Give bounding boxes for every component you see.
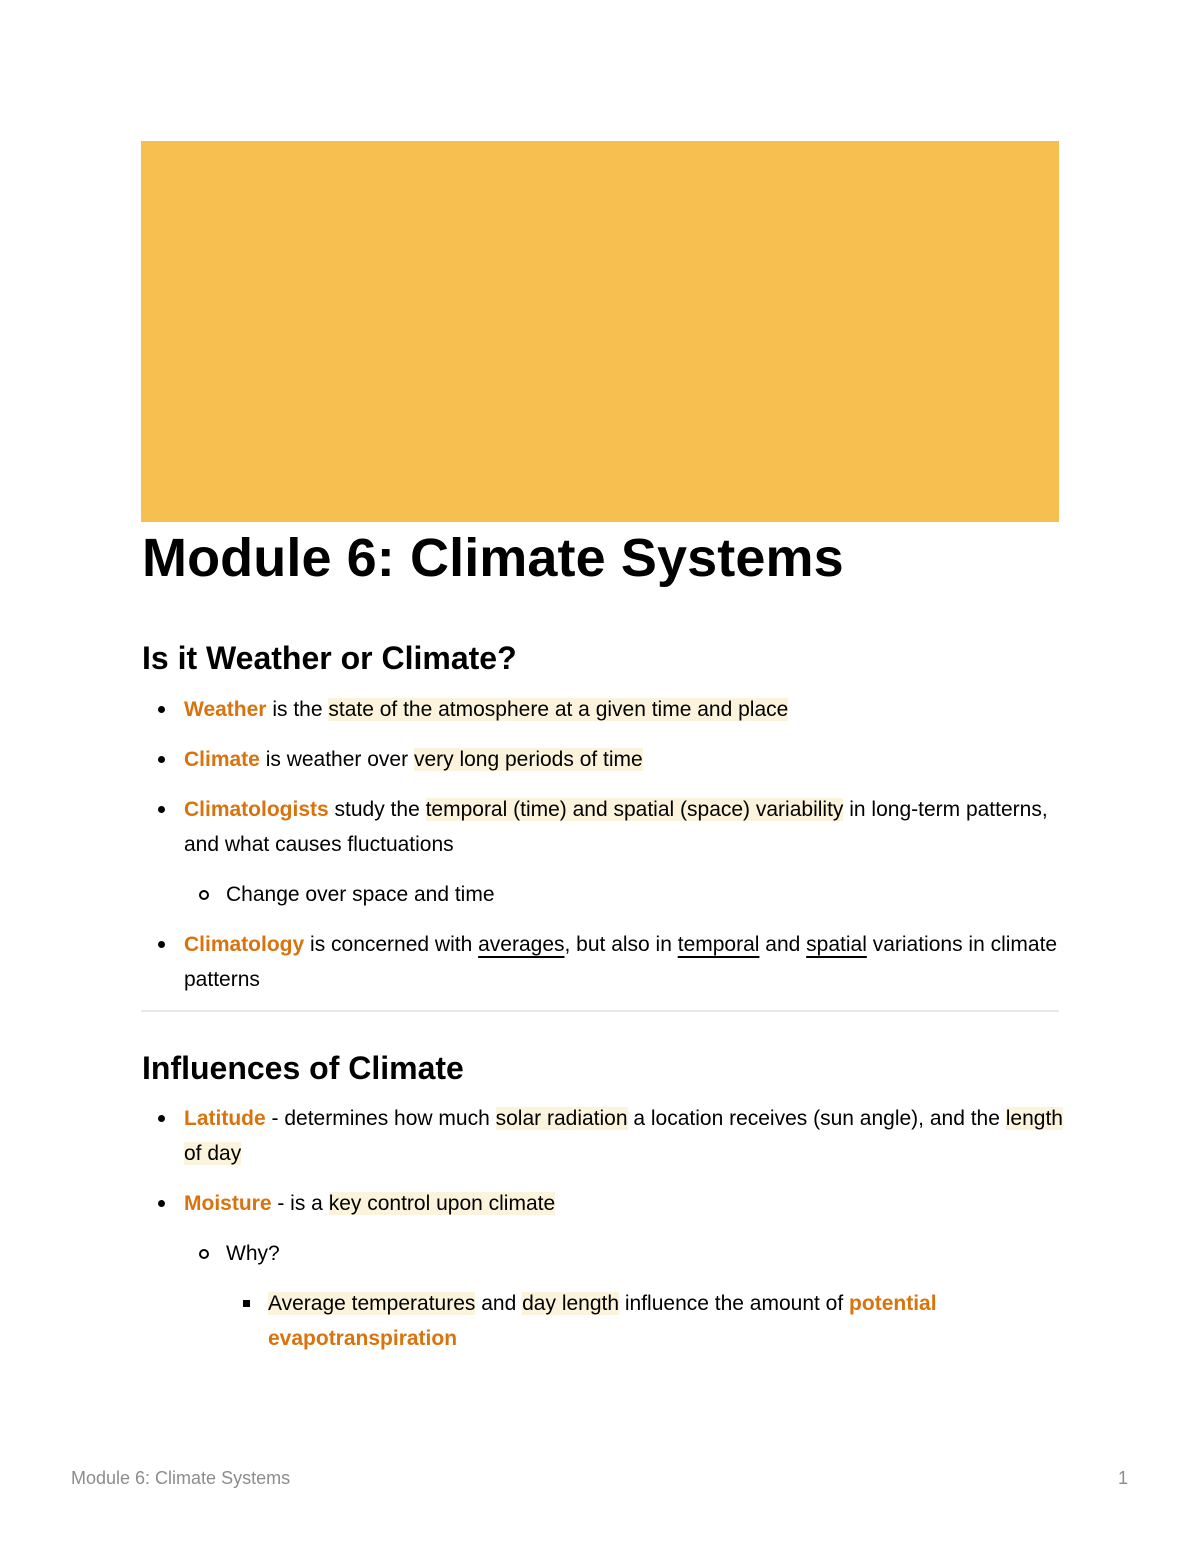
highlight-text: key control upon climate	[328, 1192, 556, 1215]
list-item	[156, 1186, 1066, 1221]
bullet-disc-icon	[158, 1115, 165, 1122]
text: influence the amount of	[619, 1292, 850, 1315]
list-item	[156, 1101, 1066, 1171]
text: , but also in	[564, 933, 678, 956]
underlined-text: temporal	[677, 933, 760, 956]
bullet-circle-icon	[199, 1249, 209, 1259]
text: is the	[266, 698, 329, 721]
text: Change over space and time	[226, 883, 495, 906]
bullet-disc-icon	[158, 756, 165, 763]
text: study the	[328, 798, 426, 821]
sub-list-item	[156, 1236, 1066, 1271]
list-item	[156, 692, 1066, 727]
sub-sub-list-item	[156, 1286, 1066, 1356]
text: is weather over	[259, 748, 414, 771]
underlined-text: spatial	[806, 933, 867, 956]
term-climatology: Climatology	[184, 933, 305, 956]
text: - is a	[271, 1192, 329, 1215]
highlight-text: length of day	[184, 1107, 1063, 1165]
text: - determines how much	[265, 1107, 496, 1130]
term-latitude: Latitude	[184, 1107, 266, 1130]
highlight-text: very long periods of time	[413, 748, 643, 771]
bullet-disc-icon	[158, 1200, 165, 1207]
sub-list-item	[156, 877, 1066, 912]
term-weather: Weather	[184, 698, 267, 721]
bullet-disc-icon	[158, 706, 165, 713]
text: and	[475, 1292, 523, 1315]
highlight-text: temporal (time) and spatial (space) variability	[425, 798, 844, 821]
highlight-text: state of the atmosphere at a given time and place	[328, 698, 789, 721]
bullet-disc-icon	[158, 806, 165, 813]
text: Why?	[226, 1242, 280, 1265]
bullet-circle-icon	[199, 890, 209, 900]
section-heading-weather-climate: Is it Weather or Climate?	[142, 640, 517, 676]
highlight-text: day length	[522, 1292, 620, 1315]
text: is concerned with	[304, 933, 479, 956]
list-item	[156, 742, 1066, 777]
bullet-disc-icon	[158, 941, 165, 948]
footer-title: Module 6: Climate Systems	[71, 1468, 291, 1488]
text: in long-term patterns, and what causes fluctuations	[184, 798, 1048, 856]
section-heading-influences: Influences of Climate	[142, 1050, 464, 1086]
text: variations in climate patterns	[184, 933, 1058, 991]
list-item	[156, 927, 1066, 997]
term-climate: Climate	[184, 748, 260, 771]
weather-climate-list	[156, 692, 1066, 1012]
text: and	[759, 933, 807, 956]
cover-banner	[141, 141, 1059, 522]
highlight-text: solar radiation	[495, 1107, 628, 1130]
list-item	[156, 792, 1066, 862]
page-title: Module 6: Climate Systems	[142, 528, 844, 588]
term-climatologists: Climatologists	[184, 798, 329, 821]
text: a location receives (sun angle), and the	[627, 1107, 1006, 1130]
term-potential-evapotranspiration: potential evapotranspiration	[268, 1292, 937, 1350]
term-moisture: Moisture	[184, 1192, 272, 1215]
influences-list	[156, 1101, 1066, 1371]
bullet-square-icon	[243, 1300, 250, 1307]
highlight-text: Average temperatures	[268, 1292, 476, 1315]
page-number: 1	[1117, 1468, 1128, 1488]
section-divider	[141, 1010, 1059, 1012]
underlined-text: averages	[478, 933, 565, 956]
